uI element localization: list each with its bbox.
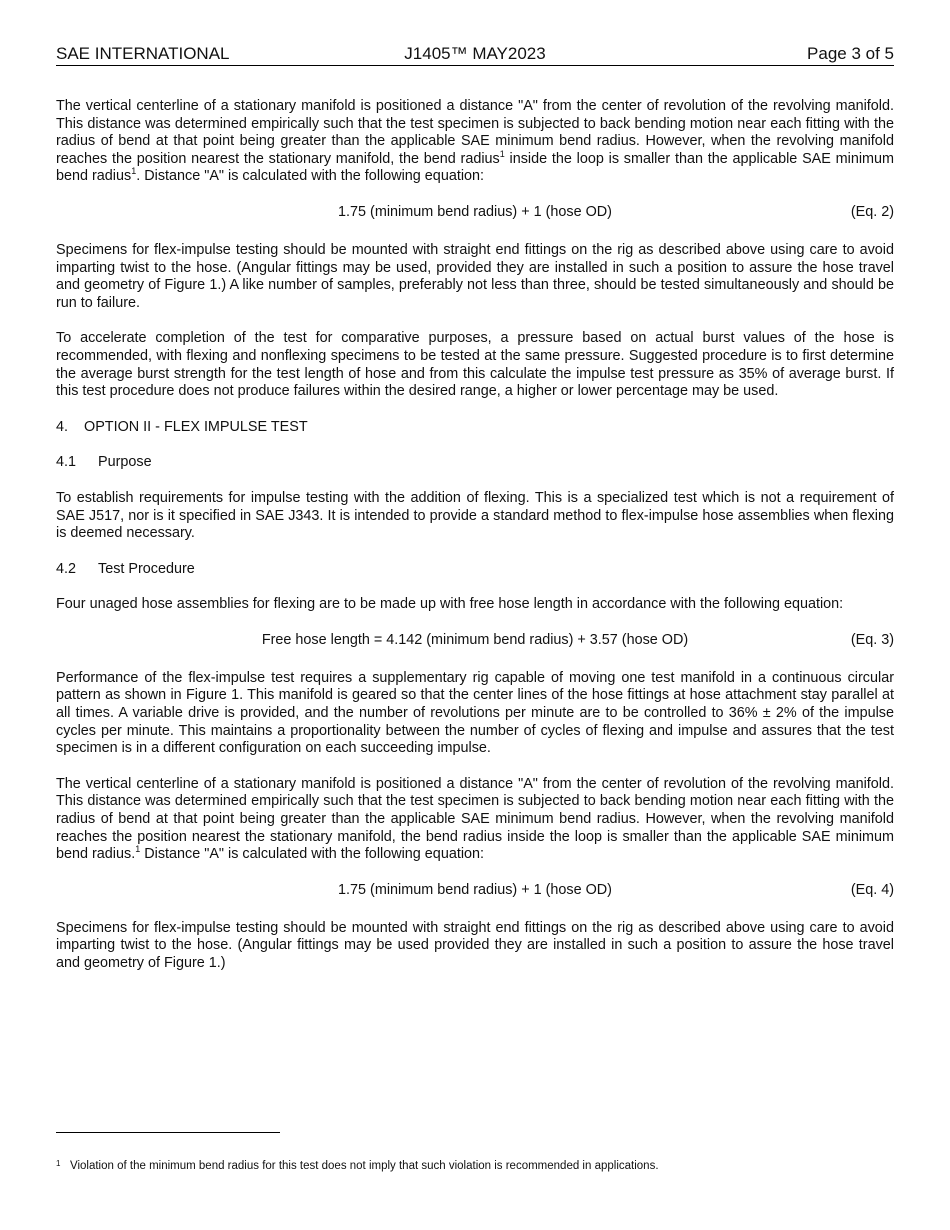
- footnote-ref: 1: [131, 166, 137, 177]
- footnote-ref: 1: [499, 148, 505, 159]
- equation-3: [56, 632, 894, 650]
- section-heading-4-1: [56, 454, 894, 472]
- paragraph-distance-a: The vertical centerline of a stationary manifold is positioned a distance "A" from the center of revolution of the revolving manifold. This distance was determined empirically such that the test specimen is subjected to back bending motion near each fitting with the radius of bend at that point being greater than the applicable SAE minimum bend radius. However, when the revolving manifold reaches the position nearest the stationary manifold, the bend radius$^1$ inside the loop is smaller than the applicable SAE minimum bend radius$^1$. Distance "A" is calculated with the following equation:: [56, 98, 894, 185]
- section-number: 4.2: [56, 560, 77, 577]
- header-org: SAE INTERNATIONAL: [56, 44, 230, 63]
- equation-label: (Eq. 2): [850, 203, 894, 220]
- paragraph-purpose: To establish requirements for impulse testing with the addition of flexing. This is a specialized test which is not a requirement of SAE J517, nor is it specified in SAE J343. It is intended to provide a standard method to flex-impulse hose assemblies when flexing is deemed necessary.: [56, 489, 894, 542]
- section-heading-4: [56, 419, 894, 437]
- equation-label: (Eq. 4): [850, 881, 894, 898]
- section-title: OPTION II - FLEX IMPULSE TEST: [84, 418, 308, 435]
- section-number: 4.1: [56, 454, 77, 471]
- section-number: 4.: [56, 418, 69, 435]
- equation-label: (Eq. 3): [850, 631, 894, 648]
- footnote: [56, 1159, 894, 1172]
- equation-2: [56, 204, 894, 222]
- page-header: [56, 43, 894, 66]
- header-doc-id: J1405™ MAY2023: [404, 44, 546, 63]
- section-title: Test Procedure: [98, 560, 195, 577]
- footnote-divider: [56, 1132, 280, 1133]
- equation-expression: 1.75 (minimum bend radius) + 1 (hose OD): [338, 203, 612, 220]
- document-body: [56, 98, 894, 991]
- equation-expression: Free hose length = 4.142 (minimum bend radius) + 3.57 (hose OD): [261, 631, 689, 648]
- paragraph-specimen-mounting: Specimens for flex-impulse testing should be mounted with straight end fittings on the rig as described above using care to avoid imparting twist to the hose. (Angular fittings may be used, provided they are installed in such a position to assure the hose travel and geometry of Figure 1.) A like number of samples, preferably not less than three, should be tested simultaneously and should be run to failure.: [56, 241, 894, 311]
- paragraph-hose-assemblies: Four unaged hose assemblies for flexing are to be made up with free hose length in accordance with the following equation:: [56, 596, 844, 613]
- footnote-text: Violation of the minimum bend radius for this test does not imply that such violation is recommended in applications.: [70, 1160, 659, 1172]
- section-title: Purpose: [98, 454, 152, 471]
- footnote-mark: 1: [56, 1159, 61, 1168]
- paragraph-distance-a-2: The vertical centerline of a stationary manifold is positioned a distance "A" from the center of revolution of the revolving manifold. This distance was determined empirically such that the test specimen is subjected to back bending motion near each fitting with the radius of bend at that point being greater than the applicable SAE minimum bend radius. However, when the revolving manifold reaches the position nearest the stationary manifold, the bend radius inside the loop is smaller than the applicable SAE minimum bend radius.$^1$ Distance "A" is calculated with the following equation:: [56, 775, 894, 863]
- paragraph-accelerate-test: To accelerate completion of the test for comparative purposes, a pressure based on actual burst values of the hose is recommended, with flexing and nonflexing specimens to be tested at the same pressure. Suggested procedure is to first determine the average burst strength for the test length of hose and from this calculate the impulse test pressure as 35% of average burst. If this test procedure does not produce failures within the desired range, a higher or lower percentage may be used.: [56, 330, 894, 400]
- paragraph-specimen-mounting-2: Specimens for flex-impulse testing should be mounted with straight end fittings on the rig as described above using care to avoid imparting twist to the hose. (Angular fittings may be used provided they are installed in such a position to assure the hose travel and geometry of Figure 1.): [56, 919, 894, 971]
- equation-expression: 1.75 (minimum bend radius) + 1 (hose OD): [338, 881, 612, 898]
- paragraph-rig-performance: Performance of the flex-impulse test requires a supplementary rig capable of moving one test manifold in a continuous circular pattern as shown in Figure 1. This manifold is geared so that the center lines of the hose fittings at hose attachment stay parallel at all times. A variable drive is provided, and the number of revolutions per minute are to be controlled to 36% ± 2% of the impulse cycles per minute. This maintains a proportionality between the number of cycles of flexing and impulse and assures that the test specimen is in a different configuration on each succeeding impulse.: [56, 669, 894, 757]
- section-heading-4-2: [56, 561, 894, 579]
- footnote-ref: 1: [135, 844, 141, 855]
- equation-4: [56, 882, 894, 900]
- header-page-number: Page 3 of 5: [807, 44, 894, 63]
